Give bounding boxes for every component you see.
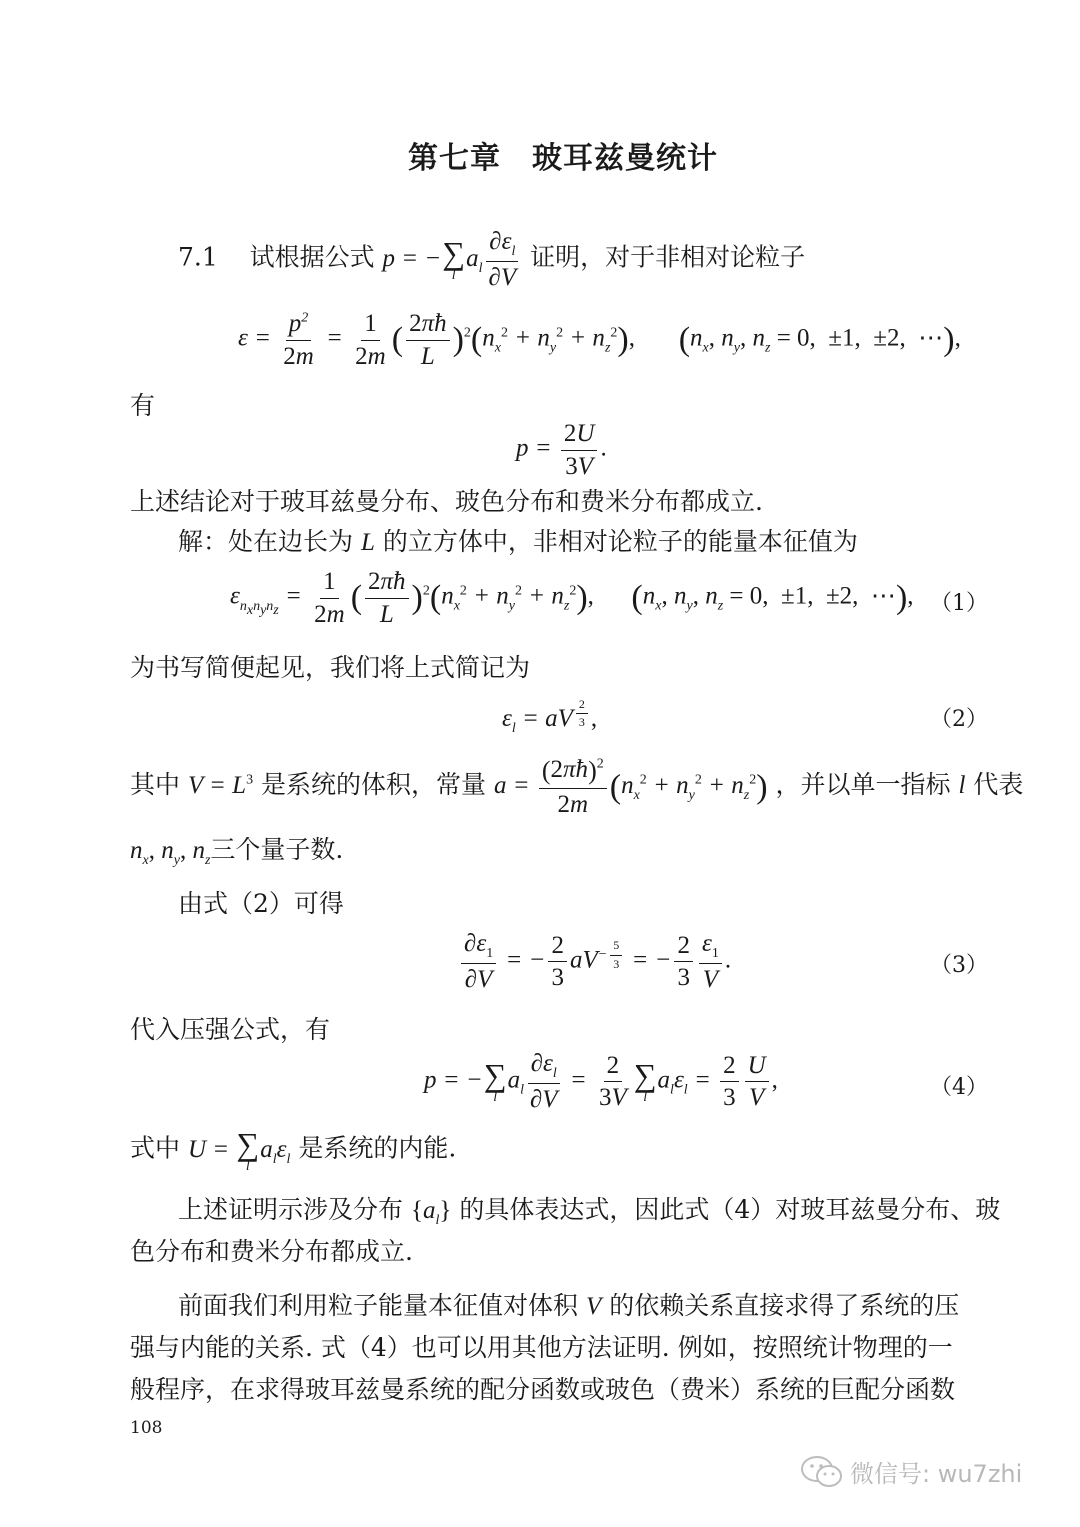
solution-paragraph-7-line-1: [178, 1190, 1000, 1229]
equation-4: p = − ∑ l $a_l$ $\frac{\partial\varepsilon_l}{\partial V}$ = $\frac{2}{3V}$ ∑ l $a_l\varepsilon_l$ = $\frac{2}{3}$ $\frac{U}{V}$ ,: [424, 1050, 778, 1114]
solution-text: 三个量子数.: [210, 835, 344, 864]
solution-text: 的依赖关系直接求得了系统的压: [609, 1291, 960, 1320]
watermark-text: 微信号: wu7zhi: [850, 1460, 1023, 1488]
problem-intro: 试根据公式: [249, 242, 375, 272]
solution-paragraph-5: 代入压强公式，有: [130, 1015, 331, 1044]
solution-text: 是系统的内能.: [298, 1133, 457, 1163]
solution-paragraph-8-line-2: 强与内能的关系. 式（4）也可以用其他方法证明. 例如，按照统计物理的一: [130, 1333, 953, 1362]
equation-number-4: （4）: [930, 1075, 988, 1100]
solution-text: ，并以单一指标: [775, 769, 951, 799]
solution-paragraph-8-line-3: 般程序，在求得玻耳兹曼系统的配分函数或玻色（费米）系统的巨配分函数: [130, 1375, 956, 1404]
solution-text: 是系统的体积，常量: [261, 769, 487, 799]
var-L: L: [360, 529, 375, 556]
solution-text: 解：处在边长为: [178, 527, 354, 556]
problem-number: 7.1: [178, 242, 218, 272]
energy-equation-problem: ε = $\frac{p^2}{2m}$ = $\frac{1}{2m}$ ( $\frac{2\pi ħ}{L}$ )$^2(n_x^2 + n_y^2 + n_z^2)$, ($n_x$, $n_y$, $n_z = 0$, ±1, ±2, ⋯),: [238, 310, 961, 370]
equation-1: $\varepsilon_{n_xn_yn_z}$ = $\frac{1}{2m}$ ( $\frac{2\pi ħ}{L}$ )$^2(n_x^2 + n_y^2 + n_z^2)$, ($n_x$, $n_y$, $n_z = 0$, ±1, ±2, ⋯),: [230, 568, 914, 628]
index-l: l: [958, 771, 966, 799]
solution-text: 上述证明示涉及分布: [178, 1195, 404, 1224]
watermark: [800, 1454, 1022, 1495]
internal-energy-formula: U = ∑ l $a_l\varepsilon_l$: [187, 1126, 291, 1174]
problem-intro-after: 证明，对于非相对论粒子: [530, 242, 806, 272]
quantum-numbers: $n_x$, $n_y$, $n_z$: [130, 837, 211, 868]
solution-paragraph-4: 由式（2）可得: [178, 889, 344, 918]
solution-paragraph-8-line-1: [178, 1286, 959, 1322]
solution-paragraph-1: [178, 522, 858, 558]
equation-3: $\frac{\partial\varepsilon_1}{\partial V}$ = − $\frac{2}{3}$ $aV^{- \frac{5}{3}}$ = − $\frac{2}{3}$ $\frac{\varepsilon_1}{V}$ .: [458, 930, 731, 994]
solution-text: 其中: [130, 769, 181, 799]
equation-2: $\varepsilon_l$ = aV $^{\frac{2}{3}}$ ,: [502, 697, 598, 737]
solution-text: 的具体表达式，因此式（4）对玻耳兹曼分布、玻: [459, 1195, 1001, 1224]
var-V: V: [585, 1293, 602, 1320]
solution-text: 代表: [973, 769, 1024, 799]
volume-definition: $V = L^3$: [187, 771, 254, 799]
equation-number-1: （1）: [930, 591, 988, 616]
quantum-numbers-line: [130, 830, 343, 869]
constant-a-formula: a = $\frac{(2\pi ħ)^2}{2m}$ $(n_x^2 + n_y^2 + n_z^2)$: [493, 755, 768, 818]
solution-paragraph-6: [130, 1128, 456, 1174]
pressure-result-equation: p = $\frac{2U}{3V}$ .: [516, 420, 607, 480]
wechat-icon: [800, 1455, 844, 1495]
solution-text: 式中: [130, 1133, 181, 1163]
solution-paragraph-3: [130, 756, 1023, 818]
problem-conclusion: 上述结论对于玻耳兹曼分布、玻色分布和费米分布都成立.: [130, 487, 763, 516]
solution-paragraph-7-line-2: 色分布和费米分布都成立.: [130, 1237, 413, 1266]
distribution-set: $\{a_l\}$: [410, 1197, 452, 1228]
solution-paragraph-2: 为书写简便起见，我们将上式简记为: [130, 653, 531, 682]
has-label: 有: [130, 391, 156, 420]
problem-statement-line: [178, 228, 805, 292]
page-number: 108: [130, 1418, 163, 1438]
pressure-formula-inline: p = − ∑ l $a_l$ $\frac{\partial\varepsilon_l}{\partial V}$: [383, 245, 523, 272]
solution-text: 前面我们利用粒子能量本征值对体积: [178, 1291, 579, 1320]
solution-text: 的立方体中，非相对论粒子的能量本征值为: [382, 527, 858, 556]
equation-number-2: （2）: [930, 707, 988, 732]
chapter-title: 第七章 玻耳兹曼统计: [408, 141, 718, 176]
equation-number-3: （3）: [930, 953, 988, 978]
